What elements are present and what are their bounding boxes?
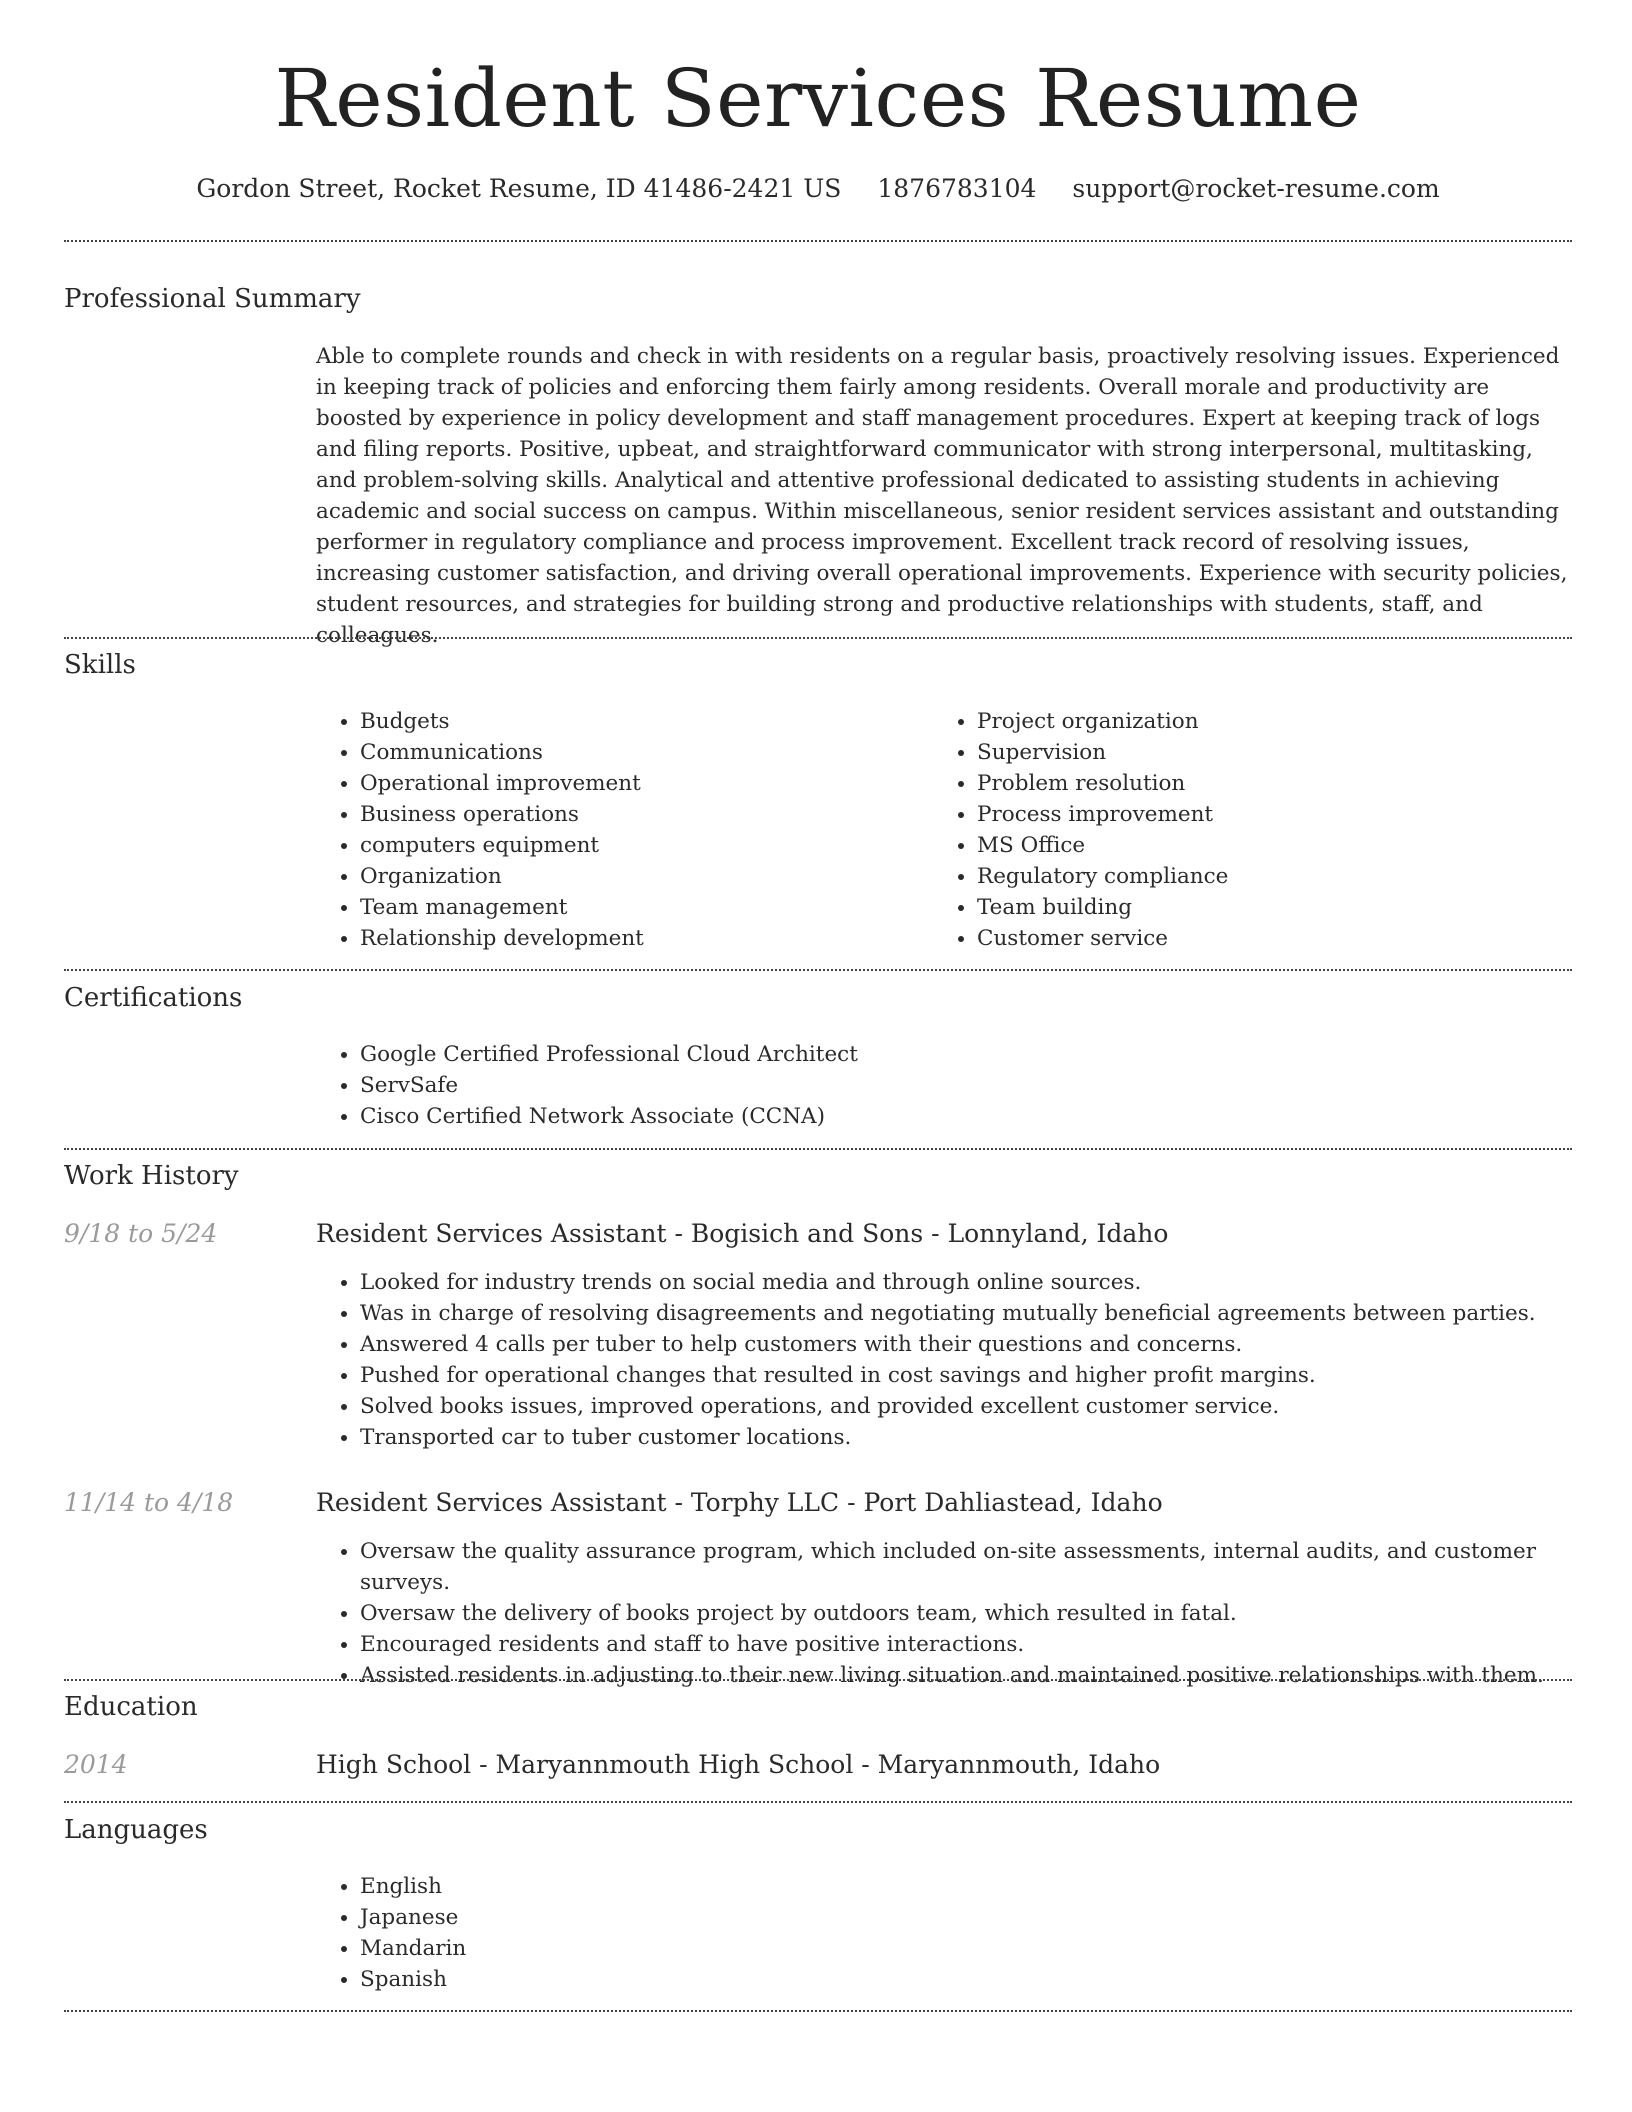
list-item: • Answered 4 calls per tuber to help customers with their questions and concerns. [360, 1329, 1616, 1360]
certifications-list [316, 1039, 1560, 1132]
list-item: • Assisted residents in adjusting to their new living situation and maintained positive relationships with them. [360, 1660, 1616, 1691]
job-bullets [316, 1536, 1616, 1691]
list-item: • Budgets [360, 706, 920, 737]
contact-email: support@rocket-resume.com [1072, 174, 1440, 203]
divider [64, 1679, 1572, 1681]
list-item: • Looked for industry trends on social media and through online sources. [360, 1267, 1616, 1298]
education-heading: Education [64, 1692, 198, 1722]
certifications-heading: Certifications [64, 983, 243, 1013]
list-item: • ServSafe [360, 1070, 1560, 1101]
divider [64, 969, 1572, 971]
contact-line [64, 174, 1572, 203]
divider [64, 240, 1572, 242]
contact-phone: 1876783104 [877, 174, 1037, 203]
list-item: • computers equipment [360, 830, 920, 861]
job-bullets [316, 1267, 1616, 1453]
list-item: • Process improvement [977, 799, 1577, 830]
list-item: • Spanish [360, 1964, 960, 1995]
languages-heading: Languages [64, 1815, 208, 1845]
list-item: • Cisco Certified Network Associate (CCNA) [360, 1101, 1560, 1132]
list-item: • Relationship development [360, 923, 920, 954]
summary-heading: Professional Summary [64, 284, 361, 314]
page-title: Resident Services Resume [274, 52, 1362, 145]
list-item: • Transported car to tuber customer locations. [360, 1422, 1616, 1453]
list-item: • Operational improvement [360, 768, 920, 799]
list-item: • English [360, 1871, 960, 1902]
list-item: • Was in charge of resolving disagreements and negotiating mutually beneficial agreements between parties. [360, 1298, 1616, 1329]
summary-text: Able to complete rounds and check in with residents on a regular basis, proactively resolving issues. Experienced in keeping track of policies and enforcing them fairly among residents. Overall morale and productivity are boosted by experience in policy development and staff management procedures. Expert at keeping track of logs and filing reports. Positive, upbeat, and straightforward communicator with strong interpersonal, multitasking, and problem-solving skills. Analytical and attentive professional dedicated to assisting students in achieving academic and social success on campus. Within miscellaneous, senior resident services assistant and outstanding performer in regulatory compliance and process improvement. Excellent track record of resolving issues, increasing customer satisfaction, and driving overall operational improvements. Experience with security policies, student resources, and strategies for building strong and productive relationships with students, staff, and colleagues. [316, 344, 1568, 648]
list-item: • Solved books issues, improved operations, and provided excellent customer service. [360, 1391, 1616, 1422]
list-item: • Organization [360, 861, 920, 892]
list-item: • Mandarin [360, 1933, 960, 1964]
job-dates: 11/14 to 4/18 [64, 1488, 234, 1517]
list-item: • Oversaw the quality assurance program, which included on-site assessments, internal audits, and customer surveys. [360, 1536, 1616, 1598]
list-item: • Problem resolution [977, 768, 1577, 799]
list-item: • Customer service [977, 923, 1577, 954]
list-item: • Encouraged residents and staff to have positive interactions. [360, 1629, 1616, 1660]
divider [64, 2010, 1572, 2012]
list-item: • Team building [977, 892, 1577, 923]
list-item: • Oversaw the delivery of books project by outdoors team, which resulted in fatal. [360, 1598, 1616, 1629]
job-title: Resident Services Assistant - Torphy LLC - Port Dahliastead, Idaho [316, 1488, 1163, 1517]
divider [64, 637, 1572, 639]
job-dates: 9/18 to 5/24 [64, 1219, 218, 1248]
list-item: • Communications [360, 737, 920, 768]
list-item: • Regulatory compliance [977, 861, 1577, 892]
education-title: High School - Maryannmouth High School - Maryannmouth, Idaho [316, 1750, 1161, 1779]
list-item: • MS Office [977, 830, 1577, 861]
work-heading: Work History [64, 1161, 239, 1191]
job-title: Resident Services Assistant - Bogisich and Sons - Lonnyland, Idaho [316, 1219, 1169, 1248]
skills-list-right [933, 706, 1577, 954]
contact-address: Gordon Street, Rocket Resume, ID 41486-2421 US [196, 174, 842, 203]
list-item: • Google Certified Professional Cloud Architect [360, 1039, 1560, 1070]
skills-list-left [316, 706, 920, 954]
languages-list [316, 1871, 960, 1995]
skills-heading: Skills [64, 650, 136, 680]
divider [64, 1801, 1572, 1803]
list-item: • Japanese [360, 1902, 960, 1933]
list-item: • Team management [360, 892, 920, 923]
list-item: • Project organization [977, 706, 1577, 737]
list-item: • Business operations [360, 799, 920, 830]
list-item: • Supervision [977, 737, 1577, 768]
list-item: • Pushed for operational changes that resulted in cost savings and higher profit margins. [360, 1360, 1616, 1391]
education-date: 2014 [64, 1750, 128, 1779]
divider [64, 1148, 1572, 1150]
